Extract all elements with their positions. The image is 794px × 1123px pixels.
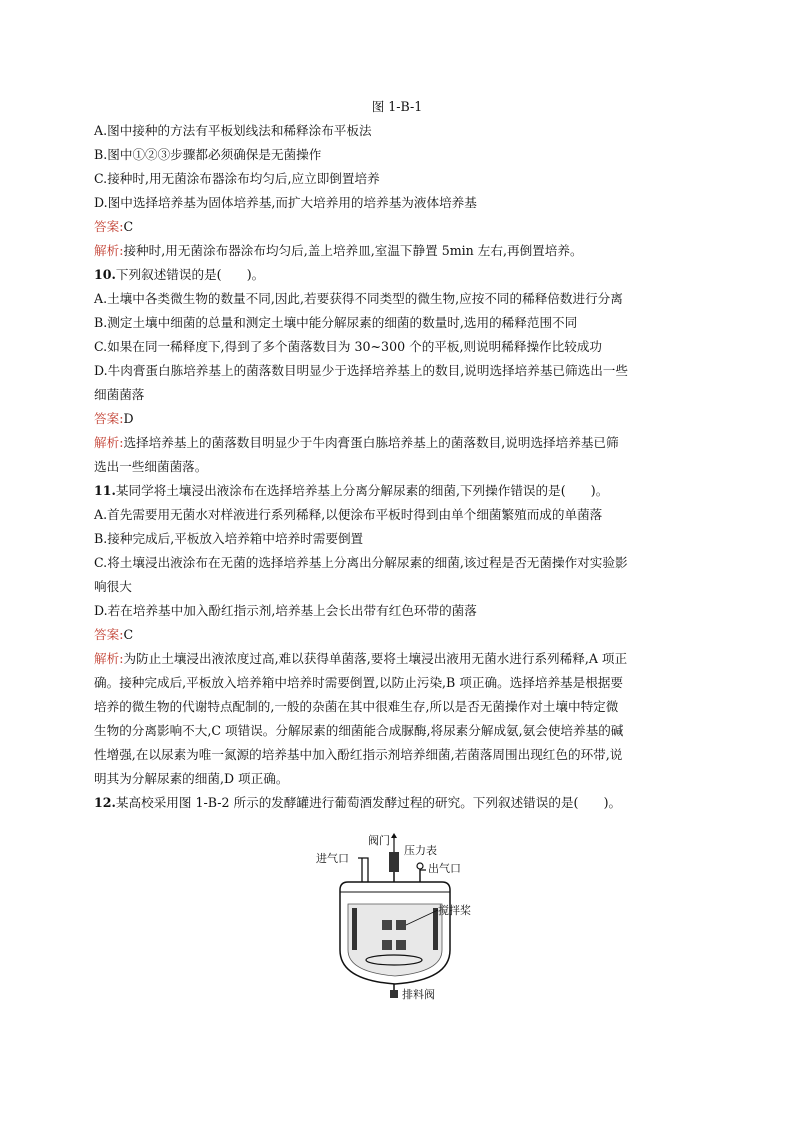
impeller-blade	[396, 940, 406, 950]
pressure-gauge-icon	[417, 863, 423, 869]
label-gauge: 压力表	[404, 844, 437, 857]
q11-analysis-cont: 生物的分离影响不大,C 项错误。分解尿素的细菌能合成脲酶,将尿素分解成氨,氨会使培养基的碱	[94, 723, 624, 738]
analysis-text: 为防止土壤浸出液浓度过高,难以获得单菌落,要将土壤浸出液用无菌水进行系列稀释,A 项正	[123, 651, 628, 666]
drain-valve-icon	[390, 990, 398, 998]
question-number: 12.	[94, 795, 116, 810]
q10-analysis-cont: 选出一些细菌菌落。	[94, 459, 208, 474]
analysis-label: 解析:	[94, 651, 124, 666]
q11-answer	[94, 627, 133, 643]
q11-option-a: A.首先需要用无菌水对样液进行系列稀释,以便涂布平板时得到由单个细菌繁殖而成的单菌落	[94, 507, 603, 522]
q11-analysis-cont: 性增强,在以尿素为唯一氮源的培养基中加入酚红指示剂培养细菌,若菌落周围出现红色的环带,说	[94, 747, 623, 762]
analysis-text: 接种时,用无菌涂布器涂布均匀后,盖上培养皿,室温下静置 5min 左右,再倒置培养。	[123, 243, 583, 258]
figure-caption-1-b-1: 图 1-B-1	[371, 99, 423, 114]
q11-analysis-cont: 明其为分解尿素的细菌,D 项正确。	[94, 771, 289, 786]
question-text: 某高校采用图 1-B-2 所示的发酵罐进行葡萄酒发酵过程的研究。下列叙述错误的是( )。	[115, 795, 622, 810]
question-text: 某同学将土壤浸出液涂布在选择培养基上分离分解尿素的细菌,下列操作错误的是( )。	[115, 483, 609, 498]
q11-analysis	[94, 651, 627, 667]
analysis-label: 解析:	[94, 243, 124, 258]
q10-option-a: A.土壤中各类微生物的数量不同,因此,若要获得不同类型的微生物,应按不同的稀释倍数进行分离	[94, 291, 623, 306]
q9-analysis	[94, 243, 583, 259]
q9-answer	[94, 219, 133, 235]
q10-analysis	[94, 435, 619, 451]
q10-option-d-cont: 细菌菌落	[94, 387, 145, 402]
q9-option-a: A.图中接种的方法有平板划线法和稀释涂布平板法	[94, 123, 372, 138]
analysis-label: 解析:	[94, 435, 124, 450]
left-baffle	[352, 908, 357, 950]
arrow-icon	[391, 833, 397, 838]
answer-label: 答案:	[94, 411, 124, 426]
q10-option-d: D.牛肉膏蛋白胨培养基上的菌落数目明显少于选择培养基上的数目,说明选择培养基已筛选出一些	[94, 363, 628, 378]
answer-label: 答案:	[94, 219, 124, 234]
impeller-blade	[382, 940, 392, 950]
answer-label: 答案:	[94, 627, 124, 642]
answer-value: C	[123, 627, 134, 642]
q11-option-c-cont: 响很大	[94, 579, 132, 594]
label-valve: 阀门	[368, 834, 390, 847]
q9-option-b: B.图中①②③步骤都必须确保是无菌操作	[94, 147, 322, 162]
q11-stem	[94, 483, 608, 499]
q10-answer	[94, 411, 134, 427]
q11-analysis-cont: 培养的微生物的代谢特点配制的,一般的杂菌在其中很难生存,所以是否无菌操作对土壤中特定微	[94, 699, 619, 714]
label-outlet: 出气口	[428, 862, 461, 875]
answer-value: C	[123, 219, 134, 234]
impeller-blade	[396, 920, 406, 930]
analysis-text: 选择培养基上的菌落数目明显少于牛肉膏蛋白胨培养基上的菌落数目,说明选择培养基已筛	[123, 435, 619, 450]
q10-option-b: B.测定土壤中细菌的总量和测定土壤中能分解尿素的细菌的数量时,选用的稀释范围不同	[94, 315, 578, 330]
valve-icon	[389, 852, 399, 872]
outlet-pipe	[420, 870, 426, 882]
q10-stem	[94, 267, 264, 283]
q12-stem	[94, 795, 621, 811]
q11-analysis-cont: 确。接种完成后,平板放入培养箱中培养时需要倒置,以防止污染,B 项正确。选择培养基是根据要	[94, 675, 624, 690]
q9-option-d: D.图中选择培养基为固体培养基,而扩大培养用的培养基为液体培养基	[94, 195, 477, 210]
answer-value: D	[123, 411, 134, 426]
label-inlet: 进气口	[316, 852, 349, 865]
q11-option-c: C.将土壤浸出液涂布在无菌的选择培养基上分离出分解尿素的细菌,该过程是否无菌操作对实验影	[94, 555, 628, 570]
q11-option-d: D.若在培养基中加入酚红指示剂,培养基上会长出带有红色环带的菌落	[94, 603, 477, 618]
impeller-blade	[382, 920, 392, 930]
label-stirrer: 搅拌桨	[438, 904, 471, 917]
q9-option-c: C.接种时,用无菌涂布器涂布均匀后,应立即倒置培养	[94, 171, 380, 186]
q10-option-c: C.如果在同一稀释度下,得到了多个菌落数目为 30~300 个的平板,则说明稀释操作比较成功	[94, 339, 603, 354]
label-drain: 排料阀	[402, 988, 435, 1001]
question-number: 11.	[94, 483, 116, 498]
q11-option-b: B.接种完成后,平板放入培养箱中培养时需要倒置	[94, 531, 364, 546]
fermenter-diagram	[310, 832, 480, 1002]
question-text: 下列叙述错误的是( )。	[115, 267, 265, 282]
question-number: 10.	[94, 267, 116, 282]
